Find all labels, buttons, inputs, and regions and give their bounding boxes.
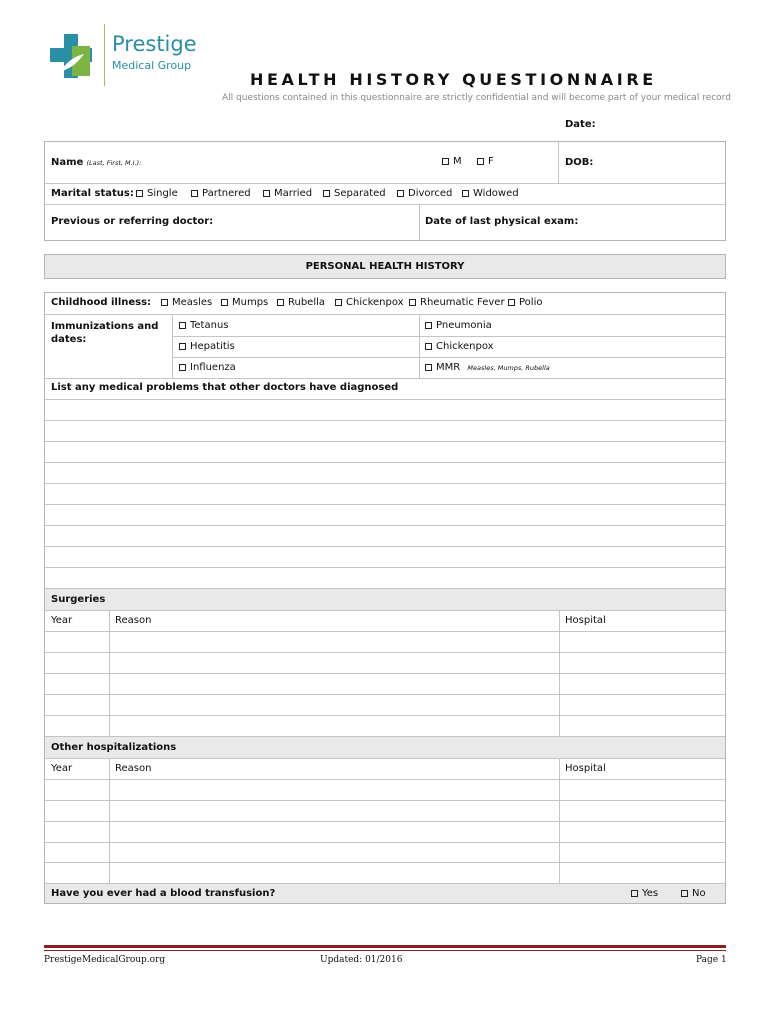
immun-chickenpox[interactable]: Chickenpox [425, 341, 494, 352]
hospitalization-row[interactable] [45, 800, 725, 801]
surgeries-col-reason: Reason [115, 615, 152, 626]
mmr-note: Measles, Mumps, Rubella [467, 364, 550, 372]
page-title: HEALTH HISTORY QUESTIONNAIRE [250, 70, 657, 89]
problem-line[interactable] [45, 441, 725, 442]
immun-influenza[interactable]: Influenza [179, 362, 236, 373]
marital-separated[interactable]: Separated [323, 188, 386, 199]
name-label: Name [51, 157, 84, 168]
immun-tetanus[interactable]: Tetanus [179, 320, 229, 331]
hospitalization-row[interactable] [45, 862, 725, 863]
surgery-row[interactable] [45, 694, 725, 695]
marital-married[interactable]: Married [263, 188, 312, 199]
logo-name: Prestige [112, 32, 197, 56]
problem-line[interactable] [45, 420, 725, 421]
surgeries-header [45, 589, 725, 610]
surgeries-col-hospital: Hospital [565, 615, 606, 626]
hospitalization-row[interactable] [45, 779, 725, 780]
immun-mmr[interactable]: MMR Measles, Mumps, Rubella [425, 362, 550, 373]
surgeries-col-year: Year [51, 615, 73, 626]
date-label: Date: [565, 119, 596, 130]
immunizations-label: Immunizations and dates: [51, 321, 159, 345]
immun-pneumonia[interactable]: Pneumonia [425, 320, 492, 331]
problem-line[interactable] [45, 567, 725, 568]
surgery-row[interactable] [45, 673, 725, 674]
name-field[interactable] [51, 157, 141, 168]
problem-line[interactable] [45, 525, 725, 526]
childhood-label: Childhood illness: [51, 297, 152, 308]
problem-line[interactable] [45, 546, 725, 547]
footer-updated: Updated: 01/2016 [320, 955, 403, 965]
marital-single[interactable]: Single [136, 188, 178, 199]
footer-rule-thin [44, 950, 726, 951]
sex-m-checkbox[interactable]: M [442, 156, 462, 167]
marital-widowed[interactable]: Widowed [462, 188, 519, 199]
surgery-row[interactable] [45, 652, 725, 653]
dob-label: DOB: [565, 157, 594, 168]
checkbox-icon [477, 158, 484, 165]
childhood-measles[interactable]: Measles [161, 297, 212, 308]
transfusion-no[interactable]: No [681, 888, 706, 899]
sex-f-checkbox[interactable]: F [477, 156, 494, 167]
footer-page: Page 1 [696, 955, 727, 965]
surgery-row[interactable] [45, 631, 725, 632]
medical-cross-icon [50, 32, 94, 80]
hosp-col-year: Year [51, 763, 73, 774]
footer-rule [44, 945, 726, 948]
last-exam-label: Date of last physical exam: [425, 216, 579, 227]
hospitalizations-label: Other hospitalizations [51, 742, 177, 753]
surgeries-label: Surgeries [51, 594, 106, 605]
page-subtitle: All questions contained in this questionnaire are strictly confidential and will become part of your medical record [222, 93, 731, 103]
childhood-chickenpox[interactable]: Chickenpox [335, 297, 404, 308]
childhood-mumps[interactable]: Mumps [221, 297, 268, 308]
surgery-row[interactable] [45, 715, 725, 716]
marital-partnered[interactable]: Partnered [191, 188, 251, 199]
marital-label: Marital status: [51, 188, 134, 199]
marital-divorced[interactable]: Divorced [397, 188, 452, 199]
problem-line[interactable] [45, 504, 725, 505]
problems-label: List any medical problems that other doctors have diagnosed [51, 382, 399, 393]
childhood-polio[interactable]: Polio [508, 297, 542, 308]
problem-line[interactable] [45, 462, 725, 463]
hosp-col-hospital: Hospital [565, 763, 606, 774]
transfusion-yes[interactable]: Yes [631, 888, 658, 899]
immun-hepatitis[interactable]: Hepatitis [179, 341, 235, 352]
prev-doctor-label: Previous or referring doctor: [51, 216, 214, 227]
footer-site: PrestigeMedicalGroup.org [44, 955, 166, 965]
problem-line[interactable] [45, 483, 725, 484]
childhood-rheumatic-fever[interactable]: Rheumatic Fever [409, 297, 505, 308]
hospitalization-row[interactable] [45, 842, 725, 843]
checkbox-icon [442, 158, 449, 165]
hosp-col-reason: Reason [115, 763, 152, 774]
logo [50, 28, 200, 88]
transfusion-label: Have you ever had a blood transfusion? [51, 888, 276, 899]
logo-subtitle: Medical Group [112, 59, 192, 72]
hospitalization-row[interactable] [45, 821, 725, 822]
logo-divider [104, 24, 105, 86]
childhood-rubella[interactable]: Rubella [277, 297, 325, 308]
section-title: PERSONAL HEALTH HISTORY [305, 261, 465, 272]
name-hint: (Last, First, M.I.): [86, 159, 142, 167]
